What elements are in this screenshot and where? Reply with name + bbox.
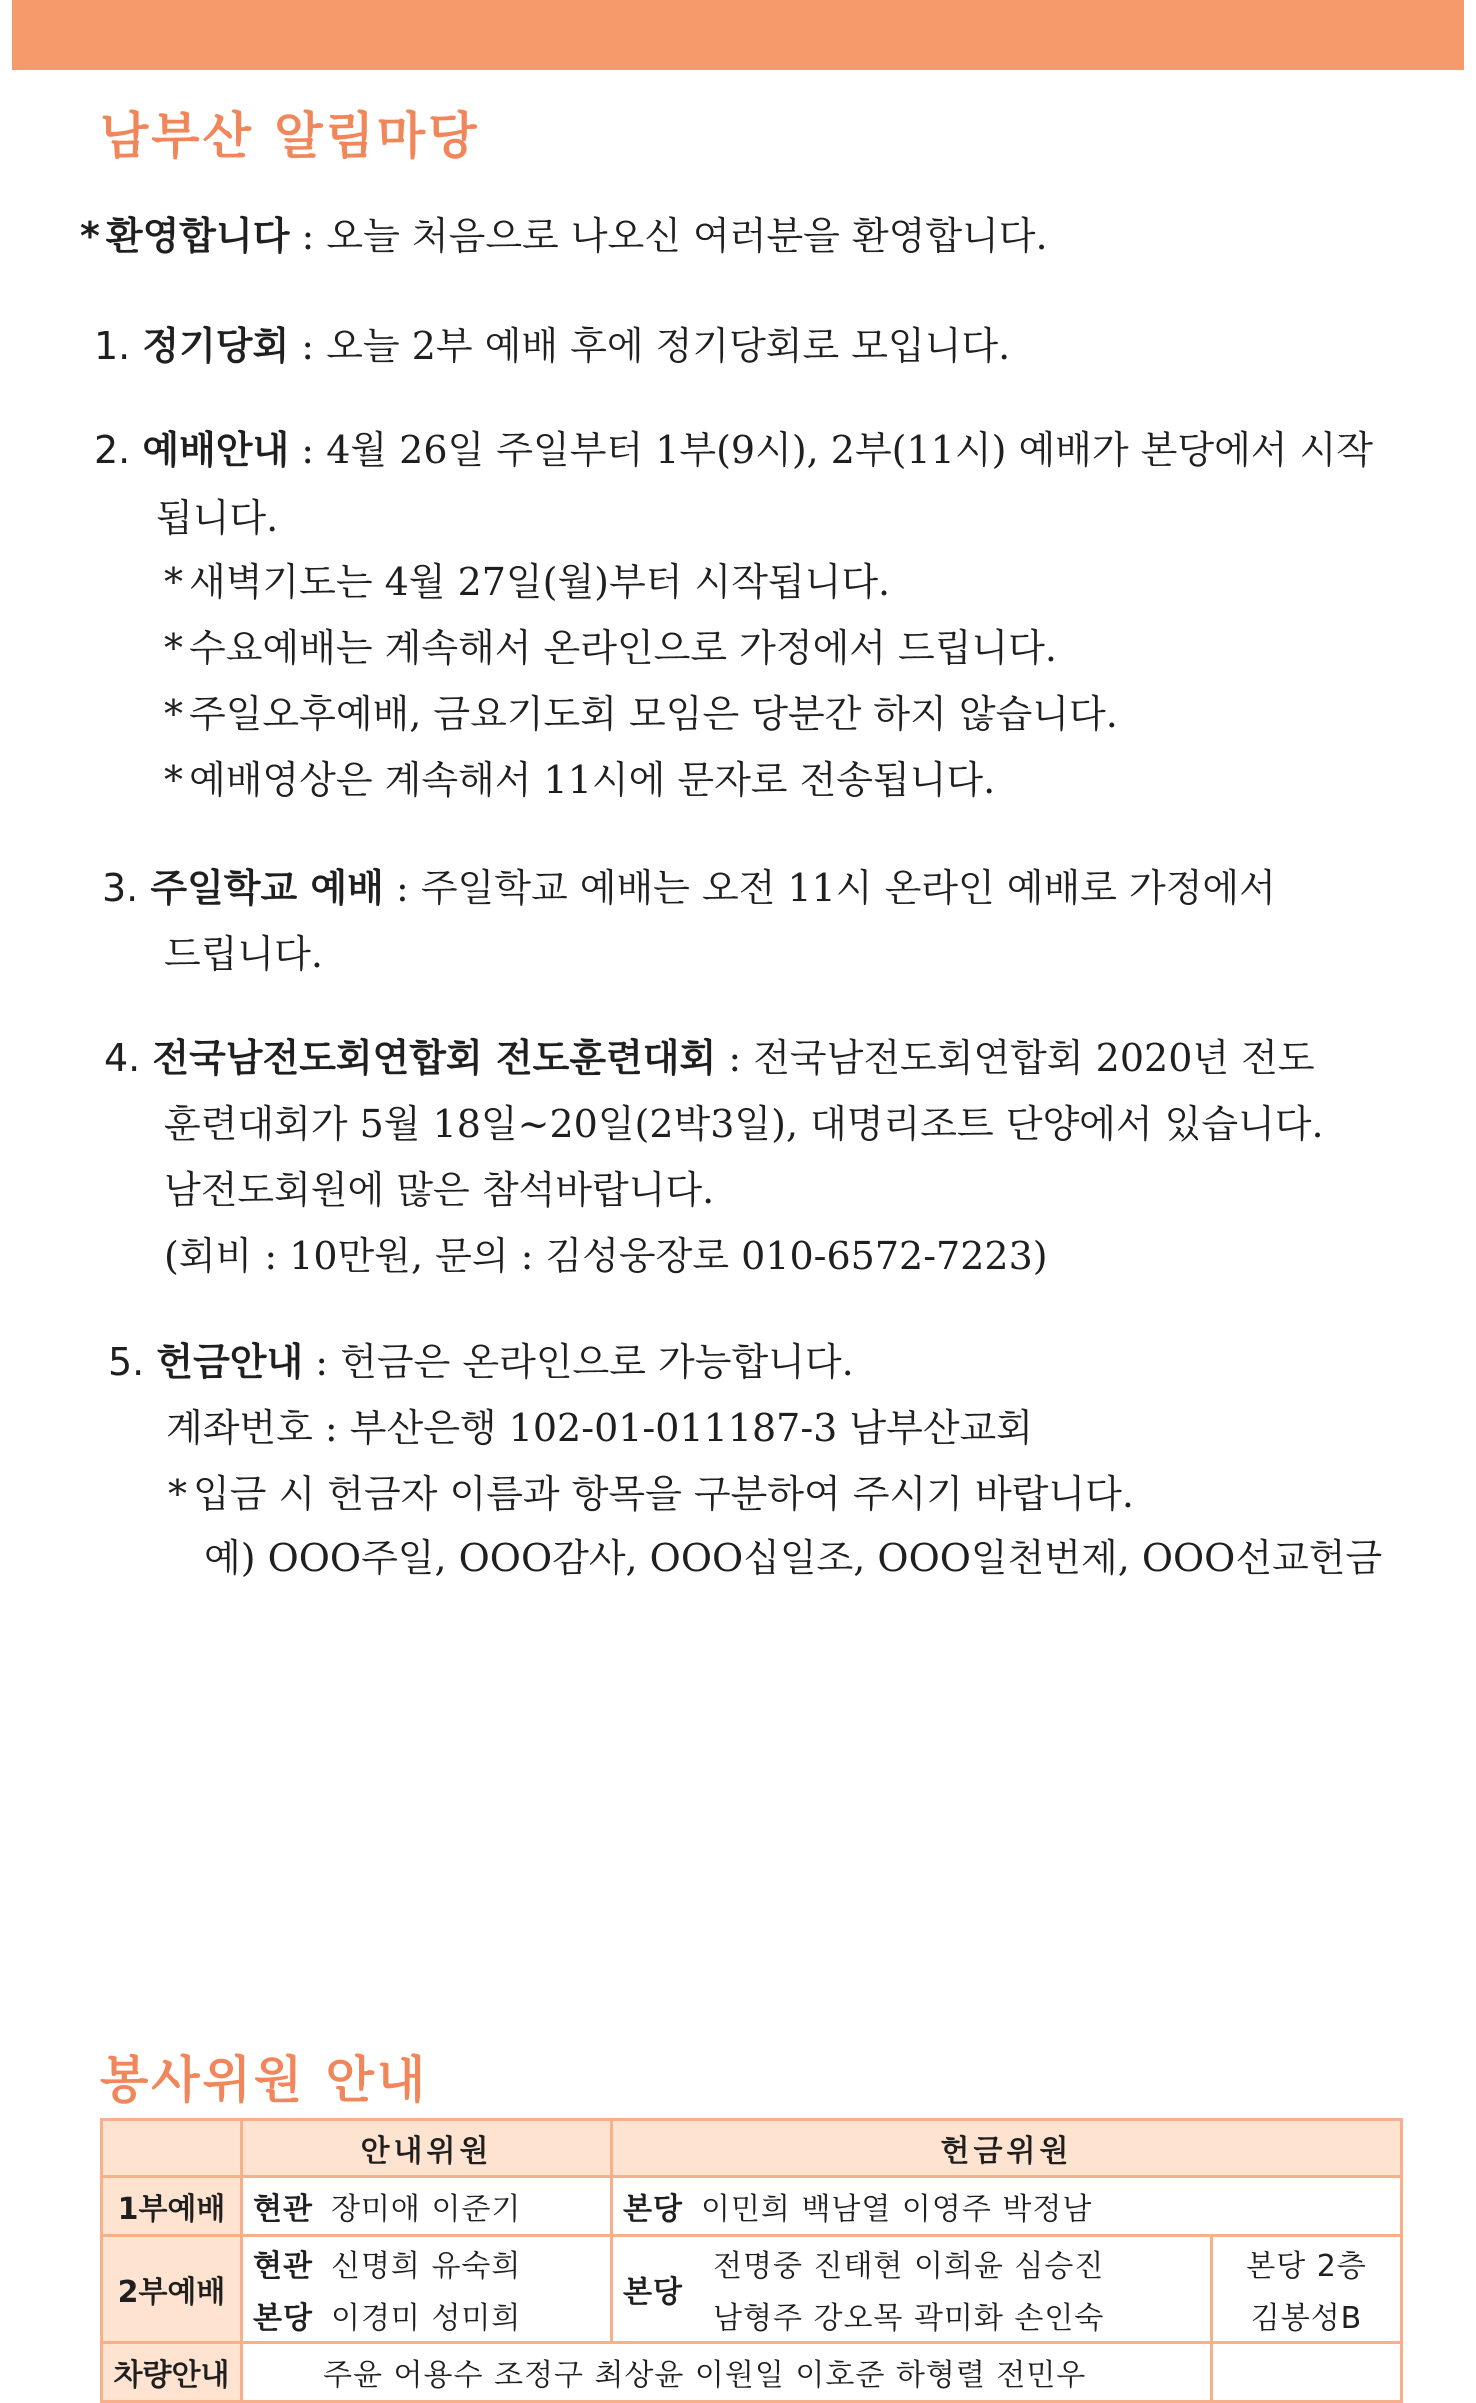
service-label: 1부예배 [102,2177,242,2236]
notice-text-continued: 남전도회원에 많은 참석바랍니다. [164,1168,715,1212]
notice-label: 주일학교 예배 [150,866,384,910]
notice-item-2: 2. 예배안내 : 4월 26일 주일부터 1부(9시), 2부(11시) 예배가 본당에서 시작 [94,428,1374,472]
notice-text: 헌금은 온라인으로 가능합니다. [340,1340,854,1384]
table-row [102,2343,1402,2402]
table-row [102,2177,1402,2236]
notice-text: 오늘 2부 예배 후에 정기당회로 모입니다. [326,324,1011,368]
bullet-marker: * [80,214,100,258]
notice-text-continued: 됩니다. [156,496,279,540]
notice-item-4: 4. 전국남전도회연합회 전도훈련대회 : 전국남전도회연합회 2020년 전도 [104,1036,1315,1080]
notice-label: 정기당회 [142,324,290,368]
notice-note: * 입금 시 헌금자 이름과 항목을 구분하여 주시기 바랍니다. [168,1472,1134,1516]
notice-item-3: 3. 주일학교 예배 : 주일학교 예배는 오전 11시 온라인 예배로 가정에서 [102,866,1276,910]
offering-extra-cell: 본당 2층 김봉성B [1212,2236,1402,2343]
offering-example: 예) OOO주일, OOO감사, OOO십일조, OOO일천번제, OOO선교헌금 [204,1536,1383,1580]
service-label: 2부예배 [102,2236,242,2343]
notices-title: 남부산 알림마당 [100,107,480,165]
notice-item-1: 1. 정기당회 : 오늘 2부 예배 후에 정기당회로 모입니다. [94,324,1011,368]
notice-label: 헌금안내 [156,1340,304,1384]
notice-note: * 수요예배는 계속해서 온라인으로 가정에서 드립니다. [164,626,1057,670]
offering-cell: 본당 전명중 진태현 이희윤 심승진 남형주 강오목 곽미화 손인숙 [612,2236,1212,2343]
notice-text-continued: 드립니다. [164,932,323,976]
account-number: 계좌번호 : 부산은행 102-01-011187-3 남부산교회 [166,1406,1033,1450]
table-row [102,2236,1402,2343]
notice-text-continued: 훈련대회가 5월 18일~20일(2박3일), 대명리조트 단양에서 있습니다. [164,1102,1324,1146]
driver-names: 주윤 어용수 조정구 최상윤 이원일 이호준 하형렬 전민우 [242,2343,1212,2402]
notice-text: 전국남전도회연합회 2020년 전도 [753,1036,1315,1080]
empty-cell [1212,2343,1402,2402]
table-header-row [102,2120,1402,2177]
welcome-line [80,212,1048,260]
guide-cell: 현관 장미애 이준기 [242,2177,612,2236]
notice-label: 전국남전도회연합회 전도훈련대회 [152,1036,717,1080]
welcome-label: 환영합니다 [105,214,290,258]
notice-contact: (회비 : 10만원, 문의 : 김성웅장로 010-6572-7223) [164,1234,1048,1278]
colon: : [301,214,315,258]
header-empty [102,2120,242,2177]
notice-item-5: 5. 헌금안내 : 헌금은 온라인으로 가능합니다. [108,1340,854,1384]
header-offering: 헌금위원 [612,2120,1402,2177]
guide-cell: 현관 신명희 유숙희 본당 이경미 성미희 [242,2236,612,2343]
header-guide: 안내위원 [242,2120,612,2177]
notice-label: 예배안내 [142,428,290,472]
welcome-text: 오늘 처음으로 나오신 여러분을 환영합니다. [326,214,1048,258]
notice-note: * 예배영상은 계속해서 11시에 문자로 전송됩니다. [164,758,996,802]
notice-note: * 주일오후예배, 금요기도회 모임은 당분간 하지 않습니다. [164,692,1118,736]
volunteers-table [100,2118,1403,2403]
notice-text: 4월 26일 주일부터 1부(9시), 2부(11시) 예배가 본당에서 시작 [326,428,1374,472]
notice-text: 주일학교 예배는 오전 11시 온라인 예배로 가정에서 [420,866,1276,910]
top-accent-bar [12,0,1464,70]
offering-cell: 본당 이민희 백남열 이영주 박정남 [612,2177,1402,2236]
volunteers-title: 봉사위원 안내 [100,2051,429,2109]
service-label: 차량안내 [102,2343,242,2402]
notice-note: * 새벽기도는 4월 27일(월)부터 시작됩니다. [164,560,891,604]
